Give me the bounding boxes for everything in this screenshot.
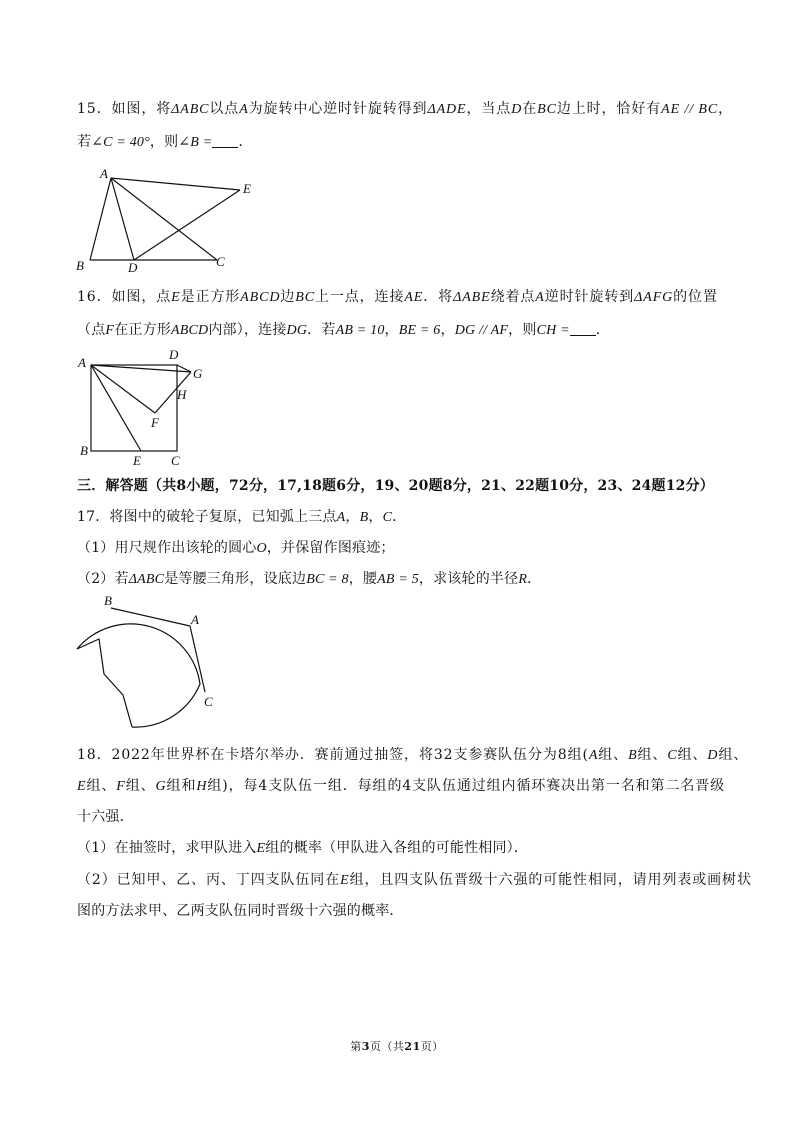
- fig15-segment-de: [134, 190, 240, 260]
- fig16-label-g: G: [193, 366, 203, 381]
- fig15-segment-ab: [90, 178, 111, 260]
- fig15-segment-ac: [111, 178, 217, 260]
- q18-line-1: 18．2022年世界杯在卡塔尔举办．赛前通过抽签，将32支参赛队伍分为8组(A组、B组、C组、D组、: [77, 747, 749, 763]
- section-3-heading: 三．解答题（共8小题，72分，17,18题6分，19、20题8分，21、22题10分，23、24题12分）: [77, 478, 715, 494]
- q15-line-2: 若∠C = 40°，则∠B = .: [77, 134, 244, 150]
- fig17-label-a: A: [191, 612, 199, 627]
- fig17-chord-ba: [111, 608, 190, 626]
- q18-part-1: （1）在抽签时，求甲队进入E组的概率（甲队进入各组的可能性相同）．: [77, 840, 529, 856]
- fig17-label-b: B: [104, 593, 112, 608]
- fig15-label-c: C: [216, 254, 225, 269]
- fig15-label-b: B: [76, 258, 84, 273]
- answer-blank: [212, 133, 238, 148]
- fig16-segment-af: [91, 365, 155, 413]
- fig15-segment-ad: [111, 178, 134, 260]
- figure-q17: [68, 592, 228, 732]
- fig15-label-e: E: [243, 181, 251, 196]
- fig16-label-b: B: [80, 443, 88, 458]
- answer-blank: [570, 321, 596, 336]
- q18-line-2: E组、F组、G组和H组)，每4支队伍一组．每组的4支队伍通过组内循环赛决出第一名和第二名晋级: [77, 778, 726, 794]
- page-footer: 第3页（共21页）: [350, 1040, 444, 1053]
- q15-line-1: 15．如图，将ΔABC以点A为旋转中心逆时针旋转得到ΔADE，当点D在BC边上时，恰好有AE // BC，: [77, 101, 734, 117]
- fig16-segment-ae: [91, 365, 141, 451]
- q18-line-3: 十六强．: [77, 809, 134, 825]
- fig17-wheel-arc: [77, 624, 200, 727]
- q16-line-2: （点F在正方形ABCD内部），连接DG．若AB = 10，BE = 6，DG // AF，则CH = .: [77, 322, 601, 338]
- figure-q15: [70, 160, 270, 275]
- fig16-label-h: H: [177, 387, 187, 402]
- fig16-label-e: E: [133, 453, 141, 468]
- q17-line-1: 17．将图中的破轮子复原，已知弧上三点A，B，C．: [77, 509, 407, 525]
- q16-line-1: 16．如图，点E是正方形ABCD边BC上一点，连接AE．将ΔABE绕着点A逆时针旋转到ΔAFG的位置: [77, 289, 718, 305]
- fig17-label-c: C: [204, 694, 213, 709]
- q17-part-2: （2）若ΔABC是等腰三角形，设底边BC = 8，腰AB = 5，求该轮的半径R．: [77, 571, 542, 587]
- fig17-chord-ac: [190, 626, 205, 692]
- fig16-label-c: C: [171, 453, 180, 468]
- fig16-segment-ag: [91, 365, 191, 372]
- figure-q16: [74, 345, 214, 470]
- fig15-label-d: D: [128, 260, 138, 275]
- q18-part-2: （2）已知甲、乙、丙、丁四支队伍同在E组，且四支队伍晋级十六强的可能性相同，请用列表或画树状: [77, 872, 752, 888]
- fig15-segment-ae: [111, 178, 240, 190]
- fig16-label-a: A: [78, 355, 86, 370]
- fig17-broken-edge: [77, 639, 132, 727]
- fig16-label-d: D: [169, 347, 179, 362]
- q17-part-1: （1）用尺规作出该轮的圆心O，并保留作图痕迹；: [77, 540, 395, 556]
- fig16-label-f: F: [151, 415, 159, 430]
- fig15-label-a: A: [100, 166, 108, 181]
- q18-part-2-cont: 图的方法求甲、乙两支队伍同时晋级十六强的概率．: [77, 903, 404, 919]
